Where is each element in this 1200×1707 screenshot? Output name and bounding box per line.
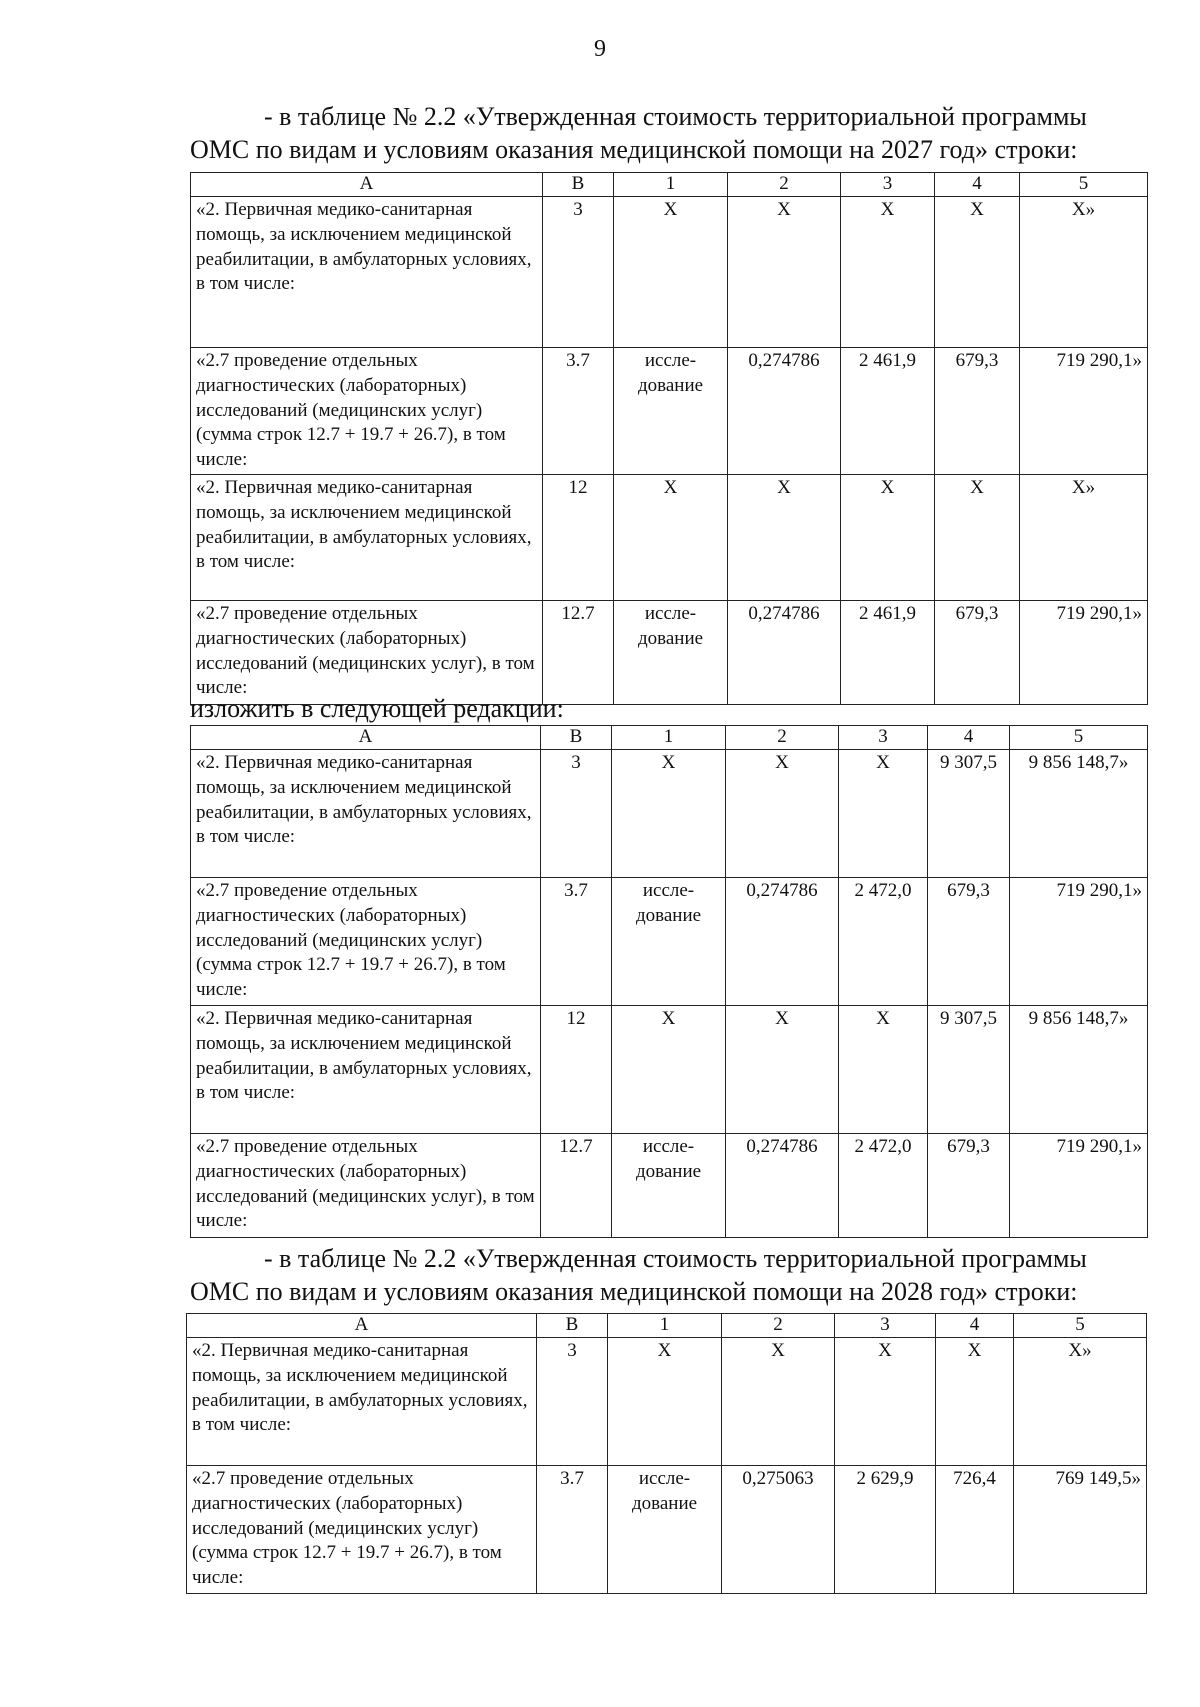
row-unit: Х [614,197,728,348]
row-volume: Х [722,1338,835,1466]
row-volume: 0,274786 [726,1134,839,1238]
row-cost: 2 472,0 [839,878,928,1006]
table-header-row [191,726,1148,750]
table-row [191,197,1148,348]
row-code: 12 [543,474,614,600]
row-cost: 2 461,9 [841,348,935,475]
row-unit: Х [612,1006,726,1134]
table-row [191,750,1148,878]
table-2028-original [186,1313,1147,1594]
row-total: Х» [1020,474,1148,600]
table-2027-original [190,172,1148,705]
row-name: «2.7 проведение отдельных диагностических (лабораторных) исследований (медицинских услуг), в том числе: [191,600,543,704]
section3-intro-line2: ОМС по видам и условиям оказания медицинской помощи на 2028 год» строки: [190,1277,1078,1306]
header-col-4: 4 [936,1314,1014,1338]
row-per-capita: 9 307,5 [928,750,1010,878]
header-col-1: 1 [608,1314,722,1338]
section1-intro-line2: ОМС по видам и условиям оказания медицинской помощи на 2027 год» строки: [190,135,1078,164]
header-col-2: 2 [728,173,841,197]
row-name: «2.7 проведение отдельных диагностических (лабораторных) исследований (медицинских услуг) (сумма строк 12.7 + 19.7 + 26.7), в том числе: [187,1466,537,1594]
table-header-row [187,1314,1147,1338]
row-per-capita: 679,3 [928,1134,1010,1238]
table-row [191,348,1148,475]
row-total: 9 856 148,7» [1010,1006,1148,1134]
header-col-b: В [543,173,614,197]
row-unit-part2: дование [631,1492,698,1514]
header-col-a: А [187,1314,537,1338]
row-unit: Х [614,474,728,600]
row-volume: 0,274786 [728,600,841,704]
row-per-capita: 679,3 [935,600,1020,704]
row-unit [612,1134,726,1238]
header-col-3: 3 [841,173,935,197]
row-code: 3 [541,750,612,878]
row-volume: Х [726,750,839,878]
row-total: 9 856 148,7» [1010,750,1148,878]
row-unit-part1: иссле- [638,1468,691,1489]
row-code: 3.7 [537,1466,608,1594]
row-unit [614,600,728,704]
row-unit-part2: дование [637,374,704,396]
header-col-a: А [191,173,543,197]
row-name: «2.7 проведение отдельных диагностических (лабораторных) исследований (медицинских услуг), в том числе: [191,1134,541,1238]
row-unit-part2: дование [637,627,704,649]
row-total: 719 290,1» [1010,878,1148,1006]
row-code: 3 [543,197,614,348]
section1-intro [190,100,1145,166]
row-total: Х» [1020,197,1148,348]
row-volume: 0,274786 [728,348,841,475]
table-row [191,878,1148,1006]
row-name: «2. Первичная медико-санитарная помощь, за исключением медицинской реабилитации, в амбулаторных условиях, в том числе: [191,197,543,348]
section1-intro-line1: - в таблице № 2.2 «Утвержденная стоимость территориальной программы [264,102,1087,131]
page-number: 9 [594,36,606,62]
row-per-capita: Х [935,197,1020,348]
row-name: «2. Первичная медико-санитарная помощь, за исключением медицинской реабилитации, в амбулаторных условиях, в том числе: [187,1338,537,1466]
row-per-capita: 9 307,5 [928,1006,1010,1134]
section2-phrase: изложить в следующей редакции: [190,694,564,723]
row-unit-part1: иссле- [644,602,697,624]
row-per-capita: 679,3 [928,878,1010,1006]
row-unit-part1: иссле- [642,1136,695,1157]
row-total: 719 290,1» [1020,348,1148,475]
row-name: «2. Первичная медико-санитарная помощь, за исключением медицинской реабилитации, в амбулаторных условиях, в том числе: [191,1006,541,1134]
row-cost: 2 472,0 [839,1134,928,1238]
header-col-3: 3 [839,726,928,750]
header-col-1: 1 [612,726,726,750]
row-unit: Х [612,750,726,878]
table-row [187,1466,1147,1594]
row-cost: 2 461,9 [841,600,935,704]
row-code: 3 [537,1338,608,1466]
header-col-2: 2 [726,726,839,750]
header-col-3: 3 [835,1314,936,1338]
header-col-5: 5 [1020,173,1148,197]
row-cost: Х [839,750,928,878]
table-row [187,1338,1147,1466]
row-name: «2. Первичная медико-санитарная помощь, за исключением медицинской реабилитации, в амбулаторных условиях, в том числе: [191,750,541,878]
row-code: 12.7 [543,600,614,704]
row-cost: 2 629,9 [835,1466,936,1594]
row-total: 769 149,5» [1014,1466,1147,1594]
row-name: «2.7 проведение отдельных диагностических (лабораторных) исследований (медицинских услуг) (сумма строк 12.7 + 19.7 + 26.7), в том числе: [191,878,541,1006]
header-col-1: 1 [614,173,728,197]
row-code: 3.7 [541,878,612,1006]
row-cost: Х [841,197,935,348]
row-volume: Х [728,197,841,348]
header-col-5: 5 [1014,1314,1147,1338]
row-unit-part1: иссле- [642,880,695,901]
header-col-b: В [537,1314,608,1338]
row-per-capita: Х [936,1338,1014,1466]
row-total: 719 290,1» [1020,600,1148,704]
table-row [191,474,1148,600]
row-unit [614,348,728,475]
row-unit: Х [608,1338,722,1466]
header-col-b: В [541,726,612,750]
row-volume: 0,275063 [722,1466,835,1594]
row-volume: Х [726,1006,839,1134]
row-volume: 0,274786 [726,878,839,1006]
row-unit-part1: иссле- [644,350,697,371]
section3-intro-line1: - в таблице № 2.2 «Утвержденная стоимость территориальной программы [264,1244,1087,1273]
table-2027-new [190,725,1148,1238]
row-total: Х» [1014,1338,1147,1466]
row-cost: Х [839,1006,928,1134]
row-unit-part2: дование [635,904,702,926]
row-code: 12.7 [541,1134,612,1238]
section3-intro [190,1242,1145,1308]
table-row [191,1134,1148,1238]
row-per-capita: 679,3 [935,348,1020,475]
table-row [191,1006,1148,1134]
row-cost: Х [841,474,935,600]
row-unit [612,878,726,1006]
header-col-4: 4 [928,726,1010,750]
row-unit-part2: дование [635,1160,702,1182]
header-col-a: А [191,726,541,750]
row-volume: Х [728,474,841,600]
row-name: «2. Первичная медико-санитарная помощь, за исключением медицинской реабилитации, в амбулаторных условиях, в том числе: [191,474,543,600]
header-col-2: 2 [722,1314,835,1338]
row-code: 12 [541,1006,612,1134]
row-cost: Х [835,1338,936,1466]
table-row [191,600,1148,704]
row-per-capita: 726,4 [936,1466,1014,1594]
header-col-4: 4 [935,173,1020,197]
table-header-row [191,173,1148,197]
header-col-5: 5 [1010,726,1148,750]
row-unit [608,1466,722,1594]
row-per-capita: Х [935,474,1020,600]
row-code: 3.7 [543,348,614,475]
row-total: 719 290,1» [1010,1134,1148,1238]
row-name: «2.7 проведение отдельных диагностических (лабораторных) исследований (медицинских услуг) (сумма строк 12.7 + 19.7 + 26.7), в том числе: [191,348,543,475]
